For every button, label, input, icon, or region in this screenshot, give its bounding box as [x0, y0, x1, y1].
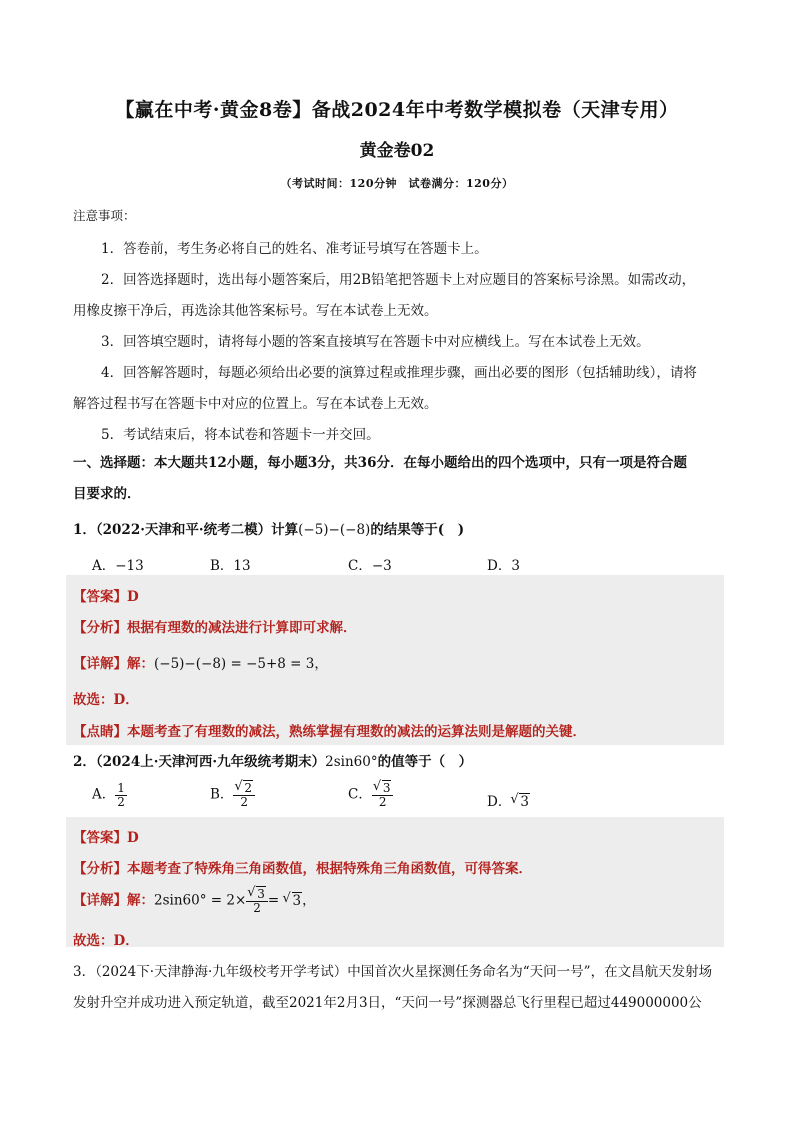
question-1-analysis: 【分析】根据有理数的减法进行计算即可求解． — [73, 620, 357, 636]
page-title: 【赢在中考·黄金8卷】备战2024年中考数学模拟卷（天津专用） — [115, 99, 679, 121]
question-2-option-c: C． √ $\frac{3}{2}$ — [348, 782, 393, 808]
question-2-analysis: 【分析】本题考查了特殊角三角函数值，根据特殊角三角函数值，可得答案． — [73, 861, 532, 877]
notes-heading: 注意事项： — [73, 208, 136, 223]
question-1-option-c: C．−3 — [348, 558, 392, 574]
note-item: 2．回答选择题时，选出每小题答案后，用2B铅笔把答题卡上对应题目的答案标号涂黑。如需改动， — [101, 272, 696, 288]
question-1-suffix: 的结果等于( ) — [370, 522, 465, 538]
question-3-stem: 3．（2024下·天津静海·九年级校考开学考试）中国首次火星探测任务命名为“天问一号”，在文昌航天发射场 — [73, 964, 713, 980]
question-1-stem — [73, 518, 464, 538]
question-2-stem: 2．（2024上·天津河西·九年级统考期末）2sin60°的值等于（ ） — [73, 754, 473, 770]
note-item: 4．回答解答题时，每题必须给出必要的演算过程或推理步骤，画出必要的图形（包括辅助线），请将 — [101, 365, 697, 381]
question-1-detail: 【详解】解：(−5)−(−8) = −5+8 = 3， — [73, 656, 328, 672]
note-item: 用橡皮擦干净后，再选涂其他答案标号。写在本试卷上无效。 — [73, 303, 438, 319]
exam-meta: （考试时间：120分钟 试卷满分：120分） — [280, 177, 514, 190]
note-item: 5．考试结束后，将本试卷和答题卡一并交回。 — [101, 427, 380, 443]
note-item: 解答过程书写在答题卡中对应的位置上。写在本试卷上无效。 — [73, 396, 438, 412]
question-2-choose: 故选：D． — [73, 933, 139, 949]
question-1-math: (−5)−(−8) — [298, 522, 371, 538]
question-1-prefix: 1．（2022·天津和平·统考二模）计算 — [73, 522, 299, 538]
section-heading-cont: 目要求的． — [73, 486, 141, 502]
question-1-comment: 【点睛】本题考查了有理数的减法，熟练掌握有理数的减法的运算法则是解题的关键． — [73, 724, 586, 740]
note-item: 3．回答填空题时，请将每小题的答案直接填写在答题卡中对应横线上。写在本试卷上无效。 — [101, 334, 650, 350]
question-1-option-a: A．−13 — [92, 558, 144, 574]
question-2-option-a: A． $\frac{1}{2}$ — [92, 781, 125, 809]
note-item: 1．答卷前，考生务必将自己的姓名、准考证号填写在答题卡上。 — [101, 241, 488, 257]
section-heading: 一、选择题：本大题共12小题，每小题3分，共36分．在每小题给出的四个选项中，只有一项是符合题 — [73, 455, 687, 471]
question-2-option-d: D．√ 3 — [487, 790, 530, 810]
question-1-answer: 【答案】D — [73, 589, 139, 605]
question-3-stem-cont: 发射升空并成功进入预定轨道，截至2021年2月3日，“天问一号”探测器总飞行里程已超过449000000公 — [73, 995, 702, 1011]
question-2-solution-band — [66, 817, 724, 947]
question-1-option-d: D．3 — [487, 558, 520, 574]
question-2-option-b: B． √ $\frac{2}{2}$ — [210, 782, 255, 808]
question-1-option-b: B．13 — [210, 558, 251, 574]
question-2-detail: 【详解】解：2sin60° = 2× √ $\frac{3}{2}$ = √ 3， — [73, 888, 316, 914]
question-2-answer: 【答案】D — [73, 830, 139, 846]
page-subtitle: 黄金卷02 — [359, 141, 435, 161]
question-1-choose: 故选：D． — [73, 692, 139, 708]
